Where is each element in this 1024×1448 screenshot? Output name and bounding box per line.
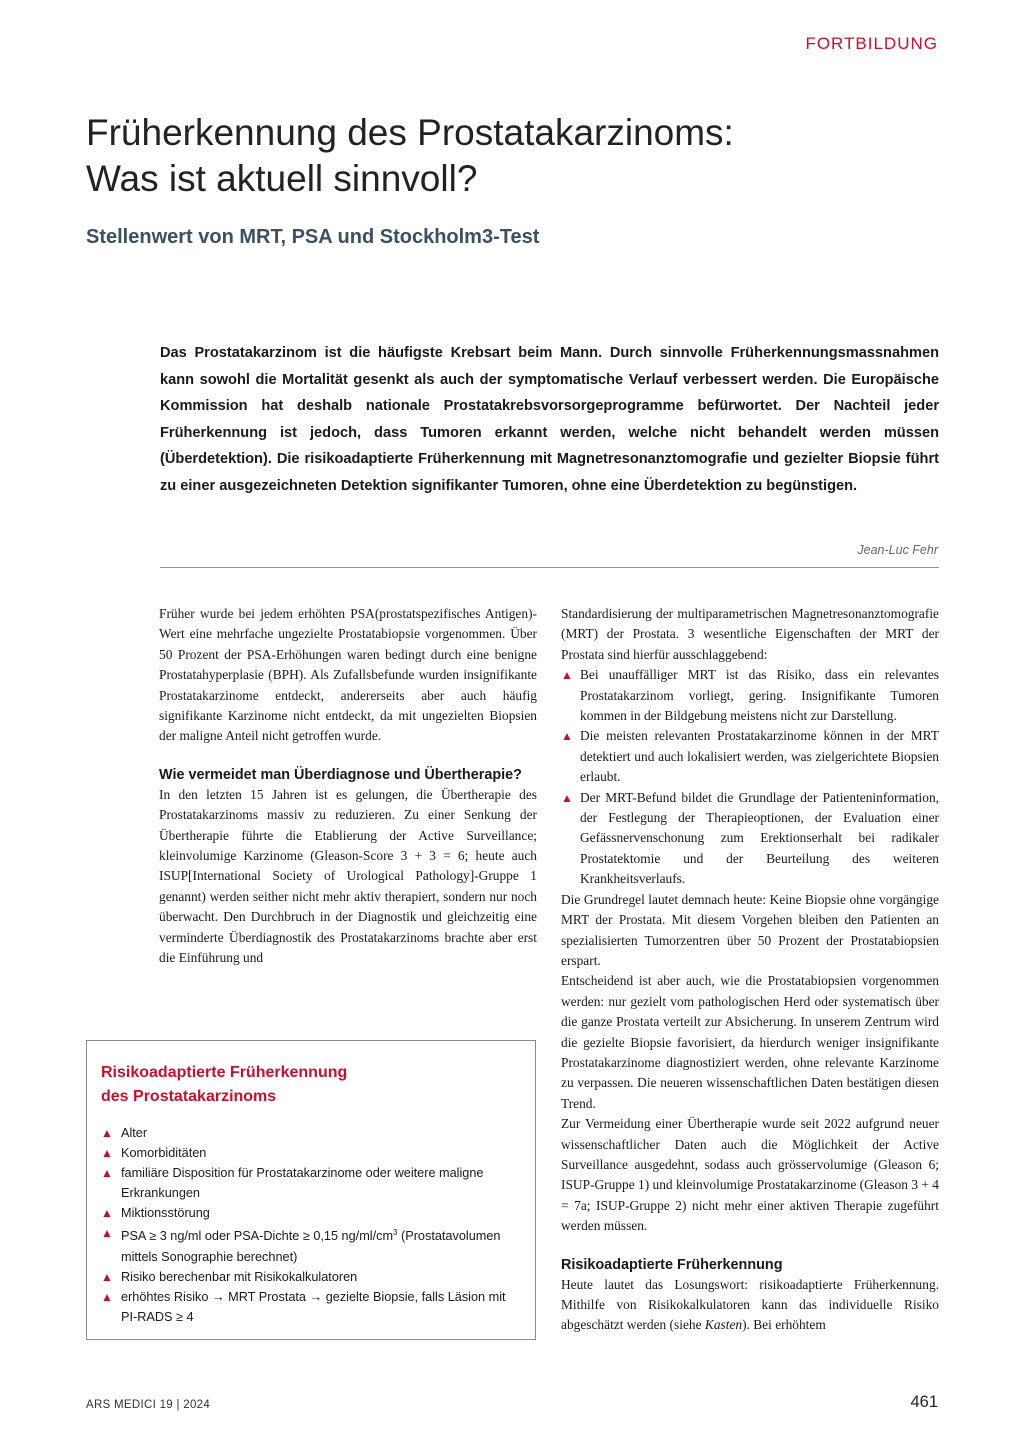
right-column	[561, 604, 939, 1336]
risk-factor-list	[101, 1123, 525, 1327]
article-subtitle: Stellenwert von MRT, PSA und Stockholm3-Test	[86, 226, 540, 248]
triangle-bullet-icon: ▲	[561, 668, 573, 683]
list-item: ▲ Bei unauffälliger MRT ist das Risiko, dass ein relevantes Prostatakarzinom vorliegt, gering. Insignifikante Tumoren kommen in der Bildgebung meistens nicht zur Darstellung.	[561, 667, 939, 724]
list-item: ▲ Komorbiditäten	[101, 1143, 525, 1163]
article-title	[86, 110, 946, 202]
risk-info-box	[86, 1040, 536, 1340]
box-title: Risikoadaptierte Früherkennung des Prostatakarzinoms	[101, 1064, 348, 1105]
body-paragraph: Standardisierung der multiparametrischen Magnetresonanztomografie (MRT) der Prostata. 3 wesentliche Eigenschaften der MRT der Prostata sind hierfür ausschlaggebend:	[561, 606, 939, 662]
list-item: ▲ Risiko berechenbar mit Risikokalkulatoren	[101, 1267, 525, 1287]
section-heading: Wie vermeidet man Überdiagnose und Übertherapie?	[159, 766, 522, 783]
list-item: ▲ Der MRT-Befund bildet die Grundlage der Patienteninformation, der Festlegung der Therapieoptionen, der Evaluation einer Gefässnervenschonung zum Erektionserhalt bei radikaler Prostatektomie und der Beurteilung des weiteren Krankheitsverlaufs.	[561, 789, 939, 887]
author-name: Jean-Luc Fehr	[857, 543, 938, 557]
triangle-bullet-icon: ▲	[101, 1146, 113, 1161]
section-heading: Risikoadaptierte Früherkennung	[561, 1256, 783, 1273]
body-paragraph: Zur Vermeidung einer Übertherapie wurde seit 2022 aufgrund neuer wissenschaftlicher Daten auch die Möglichkeit der Active Surveillance ausgedehnt, sodass auch grösservolumige (Gleason 6; ISUP-Gruppe 1) und kleinvolumige Prostatakarzinome (Gleason 3 + 4 = 7a; ISUP-Gruppe 2) nicht mehr einer aktiven Therapie zugeführt werden müssen.	[561, 1116, 939, 1234]
body-paragraph: Heute lautet das Losungswort: risikoadaptierte Früherkennung. Mithilfe von Risikokalkulatoren kann das individuelle Risiko abgeschätzt werden (siehe Kasten). Bei erhöhtem	[561, 1276, 939, 1333]
list-item: ▲ Alter	[101, 1123, 525, 1143]
mrt-properties-list	[561, 665, 939, 889]
triangle-bullet-icon: ▲	[561, 729, 573, 744]
body-paragraph: Die Grundregel lautet demnach heute: Keine Biopsie ohne vorgängige MRT der Prostata. Mit diesem Vorgehen bleiben den Patienten an spezialisierten Tumorzentren über 50 Prozent der Prostatabiopsien erspart.	[561, 891, 939, 968]
left-column	[159, 604, 537, 969]
section-label: FORTBILDUNG	[805, 34, 938, 53]
body-paragraph: In den letzten 15 Jahren ist es gelungen, die Übertherapie des Prostatakarzinoms massiv zu reduzieren. Zu einer Senkung der Übertherapie führte die Etablierung der Active Surveillance; kleinvolumige Karzinome (Gleason-Score 3 + 3 = 6; heute auch ISUP[International Society of Urological Pathology]-Gruppe 1 genannt) werden seither nicht mehr aktiv therapiert, sondern nur noch überwacht. Den Durchbruch in der Diagnostik und gleichzeitig eine verminderte Überdiagnostik des Prostatakarzinoms brachte aber erst die Einführung und	[159, 786, 537, 966]
triangle-bullet-icon: ▲	[101, 1206, 113, 1221]
list-item: ▲ erhöhtes Risiko → MRT Prostata → gezielte Biopsie, falls Läsion mit PI-RADS ≥ 4	[101, 1287, 525, 1327]
triangle-bullet-icon: ▲	[101, 1126, 113, 1140]
article-title-line1: Früherkennung des Prostatakarzinoms:	[86, 112, 734, 153]
list-item: ▲ Miktionsstörung	[101, 1203, 525, 1223]
triangle-bullet-icon: ▲	[101, 1166, 113, 1181]
triangle-bullet-icon: ▲	[561, 790, 573, 805]
triangle-bullet-icon: ▲	[101, 1226, 113, 1241]
journal-footer: ARS MEDICI 19 | 2024	[86, 1399, 211, 1411]
article-title-line2: Was ist aktuell sinnvoll?	[86, 158, 478, 199]
lead-paragraph: Das Prostatakarzinom ist die häufigste Krebsart beim Mann. Durch sinnvolle Früherkennungsmassnahmen kann sowohl die Mortalität gesenkt als auch der symptomatische Verlauf verbessert werden. Die Europäische Kommission hat deshalb nationale Prostatakrebsvorsorgeprogramme befürwortet. Der Nachteil jeder Früherkennung ist jedoch, dass Tumoren erkannt werden, welche nicht behandelt werden müssen (Überdetektion). Die risikoadaptierte Früherkennung mit Magnetresonanztomografie und gezielter Biopsie führt zu einer ausgezeichneten Detektion signifikanter Tumoren, ohne eine Überdetektion zu begünstigen.	[160, 345, 939, 494]
list-item: ▲ Die meisten relevanten Prostatakarzinome können in der MRT detektiert und auch lokalisiert werden, was zielgerichtete Biopsien erlaubt.	[561, 728, 939, 785]
body-paragraph: Früher wurde bei jedem erhöhten PSA(prostatspezifisches Antigen)-Wert eine mehrfache ungezielte Prostatabiopsie vorgenommen. Über 50 Prozent der PSA-Erhöhungen waren bedingt durch eine benigne Prostatahyperplasie (BPH). Als Zufallsbefunde wurden insignifikante Prostatakarzinome entdeckt, andererseits aber auch häufig signifikante Karzinome nicht entdeckt, da mit ungezielten Biopsien der maligne Anteil nicht getroffen wurde.	[159, 606, 537, 744]
triangle-bullet-icon: ▲	[101, 1269, 113, 1284]
body-paragraph: Entscheidend ist aber auch, wie die Prostatabiopsien vorgenommen werden: nur gezielt vom pathologischen Herd oder systematisch über die ganze Prostata verteilt zur Absicherung. In unserem Zentrum wird die gezielte Biopsie favorisiert, da hierdurch weniger insignifikante Prostatakarzinome diagnostiziert werden, ohne relevante Karzinome zu verpassen. Die neueren wissenschaftlichen Daten bestätigen diesen Trend.	[561, 973, 939, 1111]
list-item: ▲ PSA ≥ 3 ng/ml oder PSA-Dichte ≥ 0,15 $ng/ml/cm^3$ (Prostatavolumen mittels Sonographie berechnet)	[101, 1223, 525, 1266]
triangle-bullet-icon: ▲	[101, 1289, 113, 1304]
lead-divider	[160, 567, 939, 568]
list-item: ▲ familiäre Disposition für Prostatakarzinome oder weitere maligne Erkrankungen	[101, 1163, 525, 1203]
page-number: 461	[910, 1393, 938, 1411]
